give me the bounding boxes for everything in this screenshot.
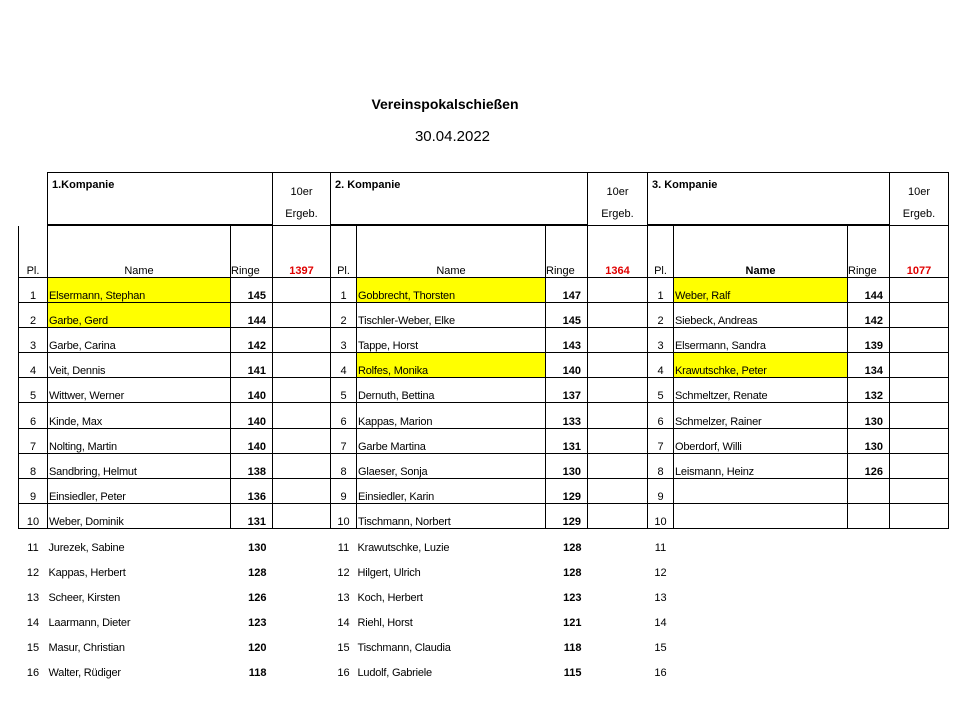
place-cell: 14 [26,616,40,629]
name-cell: Walter, Rüdiger [48,667,121,679]
rings-cell: 142 [848,303,890,328]
rings-cell: 115 [563,667,582,679]
rings-cell: 147 [546,278,588,303]
ten-cell [273,378,331,403]
rings-cell: 118 [563,641,582,654]
rings-cell: 123 [248,616,267,629]
ten-cell [588,528,648,553]
place-cell: 13 [337,591,350,604]
rings-cell: 120 [248,641,267,654]
name-cell: Dernuth, Bettina [357,378,546,403]
name-cell: Schmelzer, Rainer [674,403,848,428]
name-cell [674,478,848,503]
ten-cell [273,428,331,453]
ten-cell [890,528,949,553]
ten-cell [588,428,648,453]
rings-cell: 141 [231,353,273,378]
place-cell: 14 [337,616,350,629]
rings-cell [848,579,890,604]
ten-cell [890,478,949,503]
name-cell [674,528,848,553]
ten-cell [588,654,648,679]
place-cell: 12 [26,566,40,579]
name-cell: Weber, Ralf [674,278,848,303]
table-row [19,478,949,503]
place-cell: 2 [19,303,48,328]
place-cell: 2 [331,303,357,328]
name-cell: Rolfes, Monika [357,353,546,378]
ten-cell [273,353,331,378]
place-cell: 8 [19,453,48,478]
ten-cell [273,303,331,328]
name-header-3: Name [674,226,848,278]
ten-cell [273,629,331,654]
rings-cell: 136 [231,478,273,503]
company-3-name: 3. Kompanie [648,173,890,225]
table-row [19,378,949,403]
name-cell: Krawutschke, Peter [674,353,848,378]
rings-cell: 140 [546,353,588,378]
rings-cell: 138 [231,453,273,478]
place-cell: 3 [648,328,674,353]
place-cell: 11 [654,541,667,554]
name-cell: Elsermann, Sandra [674,328,848,353]
pl-header-2: Pl. [331,226,357,278]
place-cell: 10 [19,503,48,528]
rings-cell: 131 [546,428,588,453]
ten-cell [273,278,331,303]
table-row [19,554,949,579]
name-cell: Tischler-Weber, Elke [357,303,546,328]
place-cell: 6 [19,403,48,428]
name-cell: Garbe, Carina [48,328,231,353]
place-cell: 6 [648,403,674,428]
ten-cell [890,579,949,604]
rings-cell: 131 [231,503,273,528]
place-cell: 7 [331,428,357,453]
rings-cell: 130 [848,428,890,453]
place-cell: 7 [19,428,48,453]
name-cell: Jurezek, Sabine [48,541,125,554]
name-cell: Elsermann, Stephan [48,278,231,303]
place-cell: 14 [654,616,667,629]
ten-cell [588,403,648,428]
ten-cell [890,378,949,403]
rings-cell: 128 [563,566,582,579]
name-cell: Hilgert, Ulrich [357,566,421,579]
name-cell: Nolting, Martin [48,428,231,453]
ten-cell [273,478,331,503]
ten-cell [588,579,648,604]
table-row [19,503,949,528]
place-cell: 9 [648,478,674,503]
company-3-total: 1077 [890,226,949,278]
ten-cell [273,579,331,604]
company-2-ergeb-label: Ergeb. [601,208,634,220]
rings-cell [848,528,890,553]
results-rows [19,278,949,680]
name-cell [674,604,848,629]
rings-cell: 144 [231,303,273,328]
ten-cell [273,554,331,579]
rings-cell: 139 [848,328,890,353]
name-cell [674,554,848,579]
ten-cell [890,403,949,428]
company-1-ten-label: 10er [290,186,313,198]
ten-cell [273,604,331,629]
name-cell: Koch, Herbert [357,591,423,604]
name-cell: Leismann, Heinz [674,453,848,478]
rings-cell: 134 [848,353,890,378]
name-cell: Scheer, Kirsten [48,591,121,604]
table-row [19,278,949,303]
ten-cell [273,654,331,679]
name-cell: Einsiedler, Karin [357,478,546,503]
name-header-1: Name [48,226,231,278]
name-cell: Sandbring, Helmut [48,453,231,478]
name-cell: Glaeser, Sonja [357,453,546,478]
ten-cell [890,303,949,328]
place-cell: 11 [337,541,350,554]
table-row [19,654,949,679]
rings-cell: 137 [546,378,588,403]
rings-cell: 126 [848,453,890,478]
name-cell: Gobbrecht, Thorsten [357,278,546,303]
name-cell: Schmeltzer, Renate [674,378,848,403]
ten-cell [588,278,648,303]
rings-cell: 130 [546,453,588,478]
ten-cell [890,654,949,679]
name-cell: Laarmann, Dieter [48,616,131,629]
rings-cell: 144 [848,278,890,303]
name-cell: Tischmann, Claudia [357,641,451,654]
rings-cell: 130 [248,541,267,554]
pl-header-3: Pl. [648,226,674,278]
table-row [19,328,949,353]
results-table [18,172,949,679]
place-cell: 12 [337,566,350,579]
name-cell: Masur, Christian [48,641,125,654]
table-row [19,353,949,378]
name-cell [674,579,848,604]
table-row [19,629,949,654]
company-2-name: 2. Kompanie [331,173,588,225]
document-date: 30.04.2022 [414,128,491,145]
ten-cell [588,554,648,579]
ten-cell [273,503,331,528]
rings-cell: 143 [546,328,588,353]
place-cell: 13 [654,591,667,604]
ringe-header-2: Ringe [546,226,588,278]
place-cell: 13 [26,591,40,604]
ten-cell [588,378,648,403]
place-cell: 6 [331,403,357,428]
name-cell [674,503,848,528]
place-cell: 1 [331,278,357,303]
place-cell: 10 [648,503,674,528]
name-cell: Garbe Martina [357,428,546,453]
place-cell: 9 [331,478,357,503]
rings-cell [848,503,890,528]
rings-cell: 126 [248,591,267,604]
ten-cell [890,554,949,579]
ten-cell [273,453,331,478]
name-cell: Tappe, Horst [357,328,546,353]
rings-cell [848,654,890,679]
company-2-ten-header [588,173,648,226]
place-cell: 10 [331,503,357,528]
place-cell: 7 [648,428,674,453]
ringe-header-3: Ringe [848,226,890,278]
name-header-2: Name [357,226,546,278]
place-cell: 9 [19,478,48,503]
name-cell: Riehl, Horst [357,616,413,629]
place-cell: 5 [648,378,674,403]
rings-cell [848,554,890,579]
ten-cell [890,629,949,654]
name-cell: Oberdorf, Willi [674,428,848,453]
rings-cell: 118 [248,667,267,679]
rings-cell: 145 [231,278,273,303]
table-row [19,303,949,328]
ten-cell [588,478,648,503]
rings-cell: 128 [563,541,582,554]
name-cell: Weber, Dominik [48,503,231,528]
ten-cell [588,503,648,528]
place-cell: 1 [19,278,48,303]
place-cell: 15 [654,641,667,654]
rings-cell: 140 [231,378,273,403]
table-row [19,428,949,453]
name-cell: Siebeck, Andreas [674,303,848,328]
ten-cell [588,629,648,654]
rings-cell [848,478,890,503]
ten-cell [273,528,331,553]
rings-cell: 140 [231,403,273,428]
rings-cell: 128 [248,566,267,579]
ten-cell [890,428,949,453]
name-cell: Ludolf, Gabriele [357,667,432,679]
place-cell: 16 [26,667,40,679]
document-title: Vereinspokalschießen [371,96,519,112]
ten-cell [588,303,648,328]
rings-cell: 142 [231,328,273,353]
rings-cell: 121 [563,616,582,629]
ten-cell [588,453,648,478]
rings-cell: 133 [546,403,588,428]
name-cell: Kinde, Max [48,403,231,428]
table-row [19,604,949,629]
company-1-ergeb-label: Ergeb. [285,208,318,220]
place-cell: 8 [648,453,674,478]
ten-cell [890,353,949,378]
table-row [19,579,949,604]
ten-cell [890,503,949,528]
place-cell: 4 [331,353,357,378]
table-row [19,403,949,428]
place-cell: 15 [26,641,40,654]
place-cell: 3 [19,328,48,353]
place-cell: 5 [19,378,48,403]
company-1-ten-header [273,173,331,226]
rings-cell [848,629,890,654]
table-row [19,453,949,478]
company-1-total: 1397 [273,226,331,278]
pl-header-1: Pl. [19,226,48,278]
place-cell: 16 [654,667,667,679]
ten-cell [890,604,949,629]
name-cell [674,629,848,654]
place-cell: 3 [331,328,357,353]
ten-cell [588,328,648,353]
name-cell: Tischmann, Norbert [357,503,546,528]
place-cell: 12 [654,566,667,579]
ten-cell [273,328,331,353]
name-cell: Garbe, Gerd [48,303,231,328]
name-cell [674,654,848,679]
place-cell: 2 [648,303,674,328]
ten-cell [890,453,949,478]
rings-cell: 132 [848,378,890,403]
place-cell: 4 [19,353,48,378]
place-cell: 8 [331,453,357,478]
company-1-name: 1.Kompanie [48,173,273,225]
header-spacer [19,173,48,225]
rings-cell: 145 [546,303,588,328]
company-3-ten-label: 10er [907,186,931,198]
company-3-ergeb-label: Ergeb. [902,208,936,220]
company-2-ten-label: 10er [606,186,629,198]
place-cell: 15 [337,641,350,654]
ringe-header-1: Ringe [231,226,273,278]
ten-cell [273,403,331,428]
place-cell: 5 [331,378,357,403]
rings-cell: 123 [563,591,582,604]
name-cell: Wittwer, Werner [48,378,231,403]
name-cell: Veit, Dennis [48,353,231,378]
name-cell: Krawutschke, Luzie [357,541,450,554]
name-cell: Kappas, Marion [357,403,546,428]
rings-cell: 129 [546,503,588,528]
place-cell: 1 [648,278,674,303]
rings-cell: 130 [848,403,890,428]
place-cell: 16 [337,667,350,679]
name-cell: Einsiedler, Peter [48,478,231,503]
rings-cell: 129 [546,478,588,503]
place-cell: 11 [27,541,39,554]
place-cell: 4 [648,353,674,378]
company-3-ten-header [890,173,949,226]
ten-cell [588,604,648,629]
table-row [19,528,949,553]
rings-cell [848,604,890,629]
rings-cell: 140 [231,428,273,453]
ten-cell [588,353,648,378]
company-2-total: 1364 [588,226,648,278]
ten-cell [890,278,949,303]
name-cell: Kappas, Herbert [48,566,126,579]
ten-cell [890,328,949,353]
